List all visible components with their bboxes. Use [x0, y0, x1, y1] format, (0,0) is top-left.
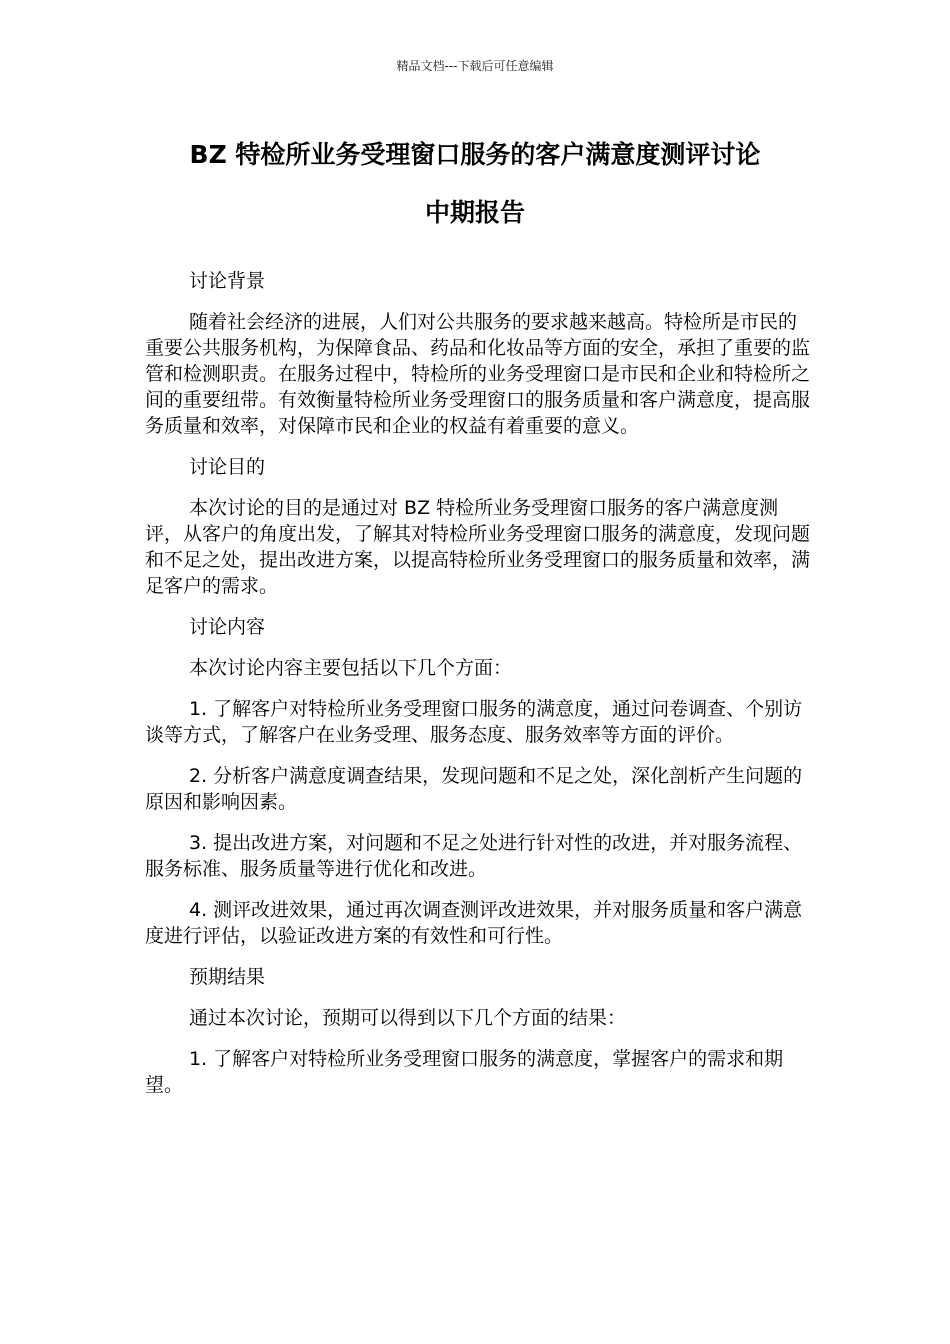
paragraph-background: 随着社会经济的进展，人们对公共服务的要求越来越高。特检所是市民的重要公共服务机构，为保障食品、药品和化妆品等方面的安全，承担了重要的监管和检测职责。在服务过程中，特检所的业务受理窗口是市民和企业和特检所之间的重要纽带。有效衡量特检所业务受理窗口的服务质量和客户满意度，提高服务质量和效率，对保障市民和企业的权益有着重要的意义。: [145, 311, 811, 437]
list-item-expected-1: 1. 了解客户对特检所业务受理窗口服务的满意度，掌握客户的需求和期望。: [145, 1048, 784, 1096]
document-body: [145, 268, 810, 1098]
list-item-content-3: 3. 提出改进方案，对问题和不足之处进行针对性的改进，并对服务流程、服务标准、服务质量等进行优化和改进。: [145, 832, 803, 880]
list-item-content-4: 4. 测评改进效果，通过再次调查测评改进效果，并对服务质量和客户满意度进行评估，以验证改进方案的有效性和可行性。: [145, 899, 803, 947]
section-heading-content: 讨论内容: [189, 616, 266, 638]
document-title-line-1: BZ 特检所业务受理窗口服务的客户满意度测评讨论: [189, 140, 761, 169]
section-heading-expected: 预期结果: [189, 966, 266, 988]
paragraph-purpose: 本次讨论的目的是通过对 BZ 特检所业务受理窗口服务的客户满意度测评，从客户的角度出发，了解其对特检所业务受理窗口服务的满意度，发现问题和不足之处，提出改进方案，以提高特检所业务受理窗口的服务质量和效率，满足客户的需求。: [145, 497, 811, 597]
list-item-content-1: 1. 了解客户对特检所业务受理窗口服务的满意度，通过问卷调查、个别访谈等方式，了解客户在业务受理、服务态度、服务效率等方面的评价。: [145, 698, 803, 746]
paragraph-expected-intro: 通过本次讨论，预期可以得到以下几个方面的结果：: [189, 1007, 627, 1029]
paragraph-content-intro: 本次讨论内容主要包括以下几个方面：: [189, 657, 513, 679]
header-note: 精品文档---下载后可任意编辑: [396, 59, 554, 73]
section-heading-purpose: 讨论目的: [189, 456, 266, 478]
list-item-content-2: 2. 分析客户满意度调查结果，发现问题和不足之处，深化剖析产生问题的原因和影响因素。: [145, 765, 803, 813]
document-title-line-2: 中期报告: [424, 198, 525, 227]
section-heading-background: 讨论背景: [189, 270, 266, 292]
